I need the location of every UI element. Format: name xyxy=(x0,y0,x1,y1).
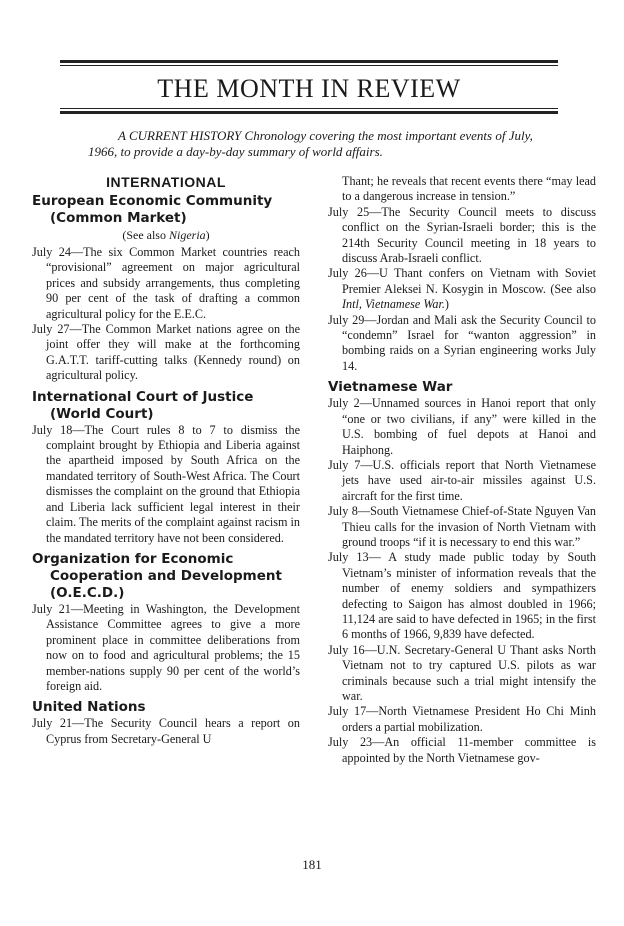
chronology-entry: July 27—The Common Market nations agree on the joint offer they will make at the forthcoming G.A.T.T. tariff-cutting talks (Kennedy round) on agricultural policy. xyxy=(32,322,300,383)
vietnamese-war-heading-line1: Vietnamese War xyxy=(328,379,453,396)
world-court-heading xyxy=(32,389,300,423)
chronology-entry: July 21—The Security Council hears a report on Cyprus from Secretary-General U xyxy=(32,716,300,746)
chronology-entry: July 21—Meeting in Washington, the Development Assistance Committee agrees to give a more prominent place in committee deliberations from now on to food and agricultural problems; the 15 member-nations supply 90 per cent of the world’s foreign aid. xyxy=(32,601,300,693)
oecd-heading-line3: (O.E.C.D.) xyxy=(50,584,125,601)
chronology-entry: July 24—The six Common Market countries reach “provisional” agreement on major agricultural prices and subsidy arrangements, thus completing 90 per cent of the task of drafting a common agricultural policy for the E.E.C. xyxy=(32,245,300,321)
un-heading-line1: United Nations xyxy=(32,699,146,716)
un-heading xyxy=(32,699,300,716)
title-rule-thick xyxy=(60,111,558,114)
eec-heading-line1: European Economic Community xyxy=(32,193,273,209)
page-title: THE MONTH IN REVIEW xyxy=(157,74,461,103)
chronology-entry: July 8—South Vietnamese Chief-of-State Nguyen Van Thieu calls for the invasion of North Vietnam with ground troops “if it is necessary to end this war.” xyxy=(328,504,596,549)
chronology-entry: July 2—Unnamed sources in Hanoi report that only “one or two civilians, if any” were killed in the U.S. bombing of fuel depots at Hanoi and Haiphong. xyxy=(328,396,596,457)
chronology-entry: July 13— A study made public today by South Vietnam’s minister of information reveals that the number of enemy soldiers and sympathizers defecting to Saigon has almost doubled in 1966; 11,124 are said to have defected in 1965; in the first 6 months of 1966, 9,839 have defected. xyxy=(328,550,596,642)
top-rule-thick xyxy=(60,60,558,63)
chronology-entry: July 29—Jordan and Mali ask the Security Council to “condemn” Israel for “wanton aggression” in bombing raids on a Syrian engineering works July 14. xyxy=(328,312,596,373)
chronology-entry: July 7—U.S. officials report that North Vietnamese jets have used air-to-air missiles against U.S. aircraft for the first time. xyxy=(328,457,596,503)
see-also-ref: Nigeria xyxy=(168,228,206,242)
world-court-heading-line1: International Court of Justice xyxy=(32,388,254,405)
oecd-heading-line1: Organization for Economic xyxy=(32,550,234,567)
oecd-heading xyxy=(32,551,300,602)
cross-reference: Intl, Vietnamese War. xyxy=(342,297,445,312)
oecd-heading-line2: Cooperation and Development xyxy=(50,567,282,584)
vietnamese-war-heading xyxy=(328,379,596,396)
eec-heading xyxy=(32,193,300,227)
chronology-entry: July 18—The Court rules 8 to 7 to dismiss the complaint brought by Ethiopia and Liberia against the apartheid imposed by South Africa on the mandated territory of South-West Africa. The Court dismisses the complaint on the ground that Ethiopia and Liberia lack sufficient legal interest in their claim. The merits of the complaint against racism in the mandated territory have not been considered. xyxy=(32,422,300,545)
section-international-heading: INTERNATIONAL xyxy=(106,174,226,190)
continued-entry: Thant; he reveals that recent events there “may lead to a dangerous increase in tension.” xyxy=(342,174,596,204)
eec-heading-line2: (Common Market) xyxy=(50,210,187,226)
chronology-entry: July 23—An official 11-member committee is appointed by the North Vietnamese gov- xyxy=(328,735,596,765)
chronology-entry: July 26—U Thant confers on Vietnam with Soviet Premier Aleksei N. Kosygin in Moscow. (See also Intl, Vietnamese War.) xyxy=(328,266,596,312)
top-rule-thin xyxy=(60,65,558,66)
title-rule-thin xyxy=(60,108,558,109)
chronology-entry: July 17—North Vietnamese President Ho Chi Minh orders a partial mobilization. xyxy=(328,704,596,734)
right-column xyxy=(328,174,596,766)
page-number: 181 xyxy=(302,857,322,872)
world-court-heading-line2: (World Court) xyxy=(50,405,154,422)
chronology-entry: July 25—The Security Council meets to discuss conflict on the Syrian-Israeli border; this is the 214th Security Council meeting in 18 years to discuss Arab-Israeli conflict. xyxy=(328,204,596,266)
left-column xyxy=(32,174,300,747)
intro-text: A CURRENT HISTORY Chronology covering the most important events of July, 1966, to provide a day-by-day summary of world affairs. xyxy=(88,128,533,159)
see-also-note: (See also Nigeria) xyxy=(122,228,210,242)
chronology-entry: July 16—U.N. Secretary-General U Thant asks North Vietnam not to try captured U.S. pilots as war criminals because such a trial might intensify the war. xyxy=(328,642,596,703)
